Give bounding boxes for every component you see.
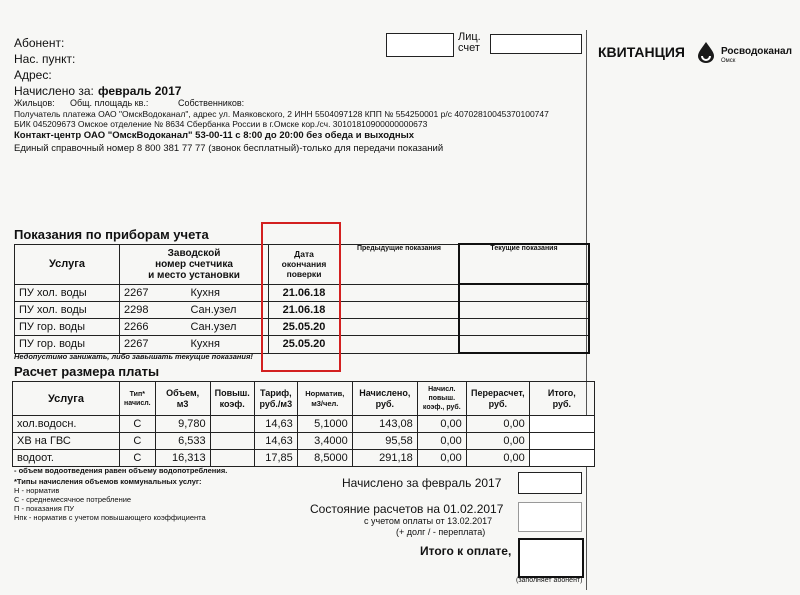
table-row: ПУ хол. воды 2267 Кухня 21.06.18 — [15, 284, 590, 302]
pay-col-recalc: Перерасчет, руб. — [466, 382, 529, 416]
current-reading-input[interactable] — [459, 319, 589, 336]
pay-col-charged: Начислено, руб. — [352, 382, 417, 416]
account-label: Лиц. счет — [458, 31, 481, 54]
note-types-title: *Типы начисления объемов коммунальных услуг: — [14, 477, 202, 486]
table-row: ПУ гор. воды 2267 Кухня 25.05.20 — [15, 336, 590, 354]
debt-overpay: (+ долг / - переплата) — [396, 527, 486, 537]
table-row: хол.водосн. С 9,780 14,63 5,1000 143,08 0,00 0,00 — [13, 416, 595, 433]
settlement-redacted — [518, 502, 582, 532]
table-row: водоот. С 16,313 17,85 8,5000 291,18 0,00 0,00 — [13, 450, 595, 467]
total-redacted — [529, 433, 594, 450]
payee-line-2: БИК 045209673 Омское отделение № 8634 Сбербанка России в г.Омске кор./сч. 30101810900000000673 — [14, 119, 428, 129]
locality-label: Нас. пункт: — [14, 52, 76, 66]
table-row: ПУ хол. воды 2298 Сан.узел 21.06.18 — [15, 302, 590, 319]
current-reading-input[interactable] — [459, 302, 589, 319]
note-type-n: Н - норматив — [14, 486, 60, 495]
pay-col-norm: Норматив, м3/чел. — [297, 382, 352, 416]
pay-col-coef: Повыш. коэф. — [210, 382, 254, 416]
contact-line: Контакт-центр ОАО "ОмскВодоканал" 53-00-11 с 8:00 до 20:00 без обеда и выходных — [14, 130, 415, 141]
meters-col-prev: Предыдущие показания — [340, 244, 460, 284]
total-redacted — [529, 416, 594, 433]
note-type-npk: Нпк - норматив с учетом повышающего коэффициента — [14, 513, 206, 522]
highlight-box — [261, 222, 341, 372]
address-label: Адрес: — [14, 68, 52, 82]
meters-col-curr: Текущие показания — [459, 244, 589, 284]
note-type-s: С - среднемесячное потребление — [14, 495, 132, 504]
charged-for-value: февраль 2017 — [98, 84, 182, 98]
note-drainage: - объем водоотведения равен объему водопотребления. — [14, 466, 228, 475]
residents-label: Жильцов: — [14, 98, 55, 108]
company-name: Росводоканал — [721, 46, 792, 57]
meters-col-date: Дата окончания поверки — [269, 244, 340, 284]
note-type-p: П - показания ПУ — [14, 504, 75, 513]
pay-col-type: Тип* начисл. — [120, 382, 156, 416]
current-reading-input[interactable] — [459, 284, 589, 302]
pay-col-charged-coef: Начисл. повыш. коэф., руб. — [417, 382, 466, 416]
charged-for-label: Начислено за: — [14, 84, 94, 98]
payment-section-title: Расчет размера платы — [14, 364, 160, 379]
total-to-pay-label: Итого к оплате, — [420, 544, 512, 558]
water-drop-icon — [697, 41, 715, 63]
pay-col-tariff: Тариф, руб./м3 — [254, 382, 297, 416]
filled-by-subscriber: (заполняет абонент) — [516, 577, 583, 584]
table-row: ХВ на ГВС С 6,533 14,63 3,4000 95,58 0,00 0,00 — [13, 433, 595, 450]
pay-col-service: Услуга — [13, 382, 120, 416]
pay-col-volume: Объем, м3 — [155, 382, 210, 416]
payment-through: с учетом оплаты от 13.02.2017 — [364, 516, 493, 526]
area-label: Общ. площадь кв.: — [70, 98, 149, 108]
receipt-title: КВИТАНЦИЯ — [598, 44, 685, 60]
meters-col-meter: Заводской номер счетчика и место установки — [120, 244, 269, 284]
meters-warning: Недопустимо занижать, либо завышать текущие показания! — [14, 352, 253, 361]
subscriber-label: Абонент: — [14, 36, 65, 50]
owners-label: Собственников: — [178, 98, 245, 108]
charged-total-label: Начислено за февраль 2017 — [342, 476, 502, 490]
payment-table — [12, 381, 595, 467]
charged-total-redacted — [518, 472, 582, 494]
current-reading-input[interactable] — [459, 336, 589, 354]
account-number-redacted — [490, 34, 582, 54]
total-redacted — [529, 450, 594, 467]
meters-section-title: Показания по приборам учета — [14, 227, 209, 242]
hotline-line: Единый справочный номер 8 800 381 77 77 (звонок бесплатный)-только для передачи показаний — [14, 143, 444, 154]
payee-line-1: Получатель платежа ОАО "ОмскВодоканал", адрес ул. Маяковского, 2 ИНН 5504097128 КПП № 554250001 р/с 40702810045370100747 — [14, 109, 549, 119]
redacted-field — [386, 33, 454, 57]
settlement-state: Состояние расчетов на 01.02.2017 — [310, 502, 504, 516]
total-to-pay-input[interactable] — [518, 538, 584, 578]
meters-col-service: Услуга — [15, 244, 120, 284]
company-city: Омск — [721, 58, 736, 64]
table-row: ПУ гор. воды 2266 Сан.узел 25.05.20 — [15, 319, 590, 336]
pay-col-total: Итого, руб. — [529, 382, 594, 416]
